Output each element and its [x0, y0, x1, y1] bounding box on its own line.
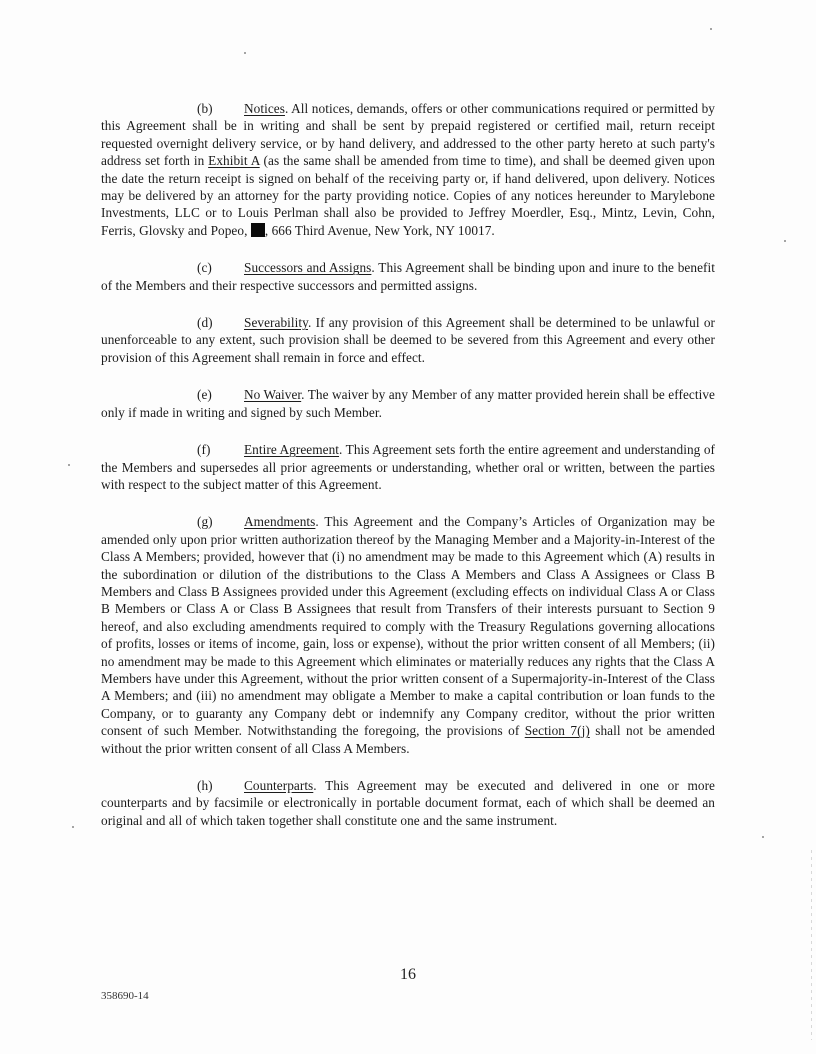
scan-speck	[762, 836, 764, 838]
document-body	[101, 100, 715, 849]
page-number: 16	[400, 966, 416, 983]
section-paragraph: (c) Successors and Assigns. This Agreement shall be binding upon and inure to the benefit of the Members and their respective successors and permitted assigns.	[101, 260, 715, 293]
cross-reference: Exhibit A	[208, 153, 260, 169]
section-heading: No Waiver	[244, 387, 302, 403]
body-text: All notices, demands, offers or other communications required or permitted by this Agreement shall be in writing and shall be sent by prepaid registered or certified mail, return receipt requested overnight delivery service, or by hand delivery, and addressed to the other party hereto at such party's address set forth in	[101, 101, 716, 169]
redaction-block	[251, 223, 265, 237]
section-paragraph: (f) Entire Agreement. This Agreement sets forth the entire agreement and understanding of the Members and supersedes all prior agreements or understanding, whether oral or written, between the parties with respect to the subject matter of this Agreement.	[101, 442, 716, 492]
cross-reference: Section 7(j)	[524, 723, 590, 739]
section-heading: Severability	[244, 315, 308, 331]
section-number: (e)	[197, 387, 212, 403]
body-text: (as the same shall be amended from time to time), and shall be deemed given upon the date the return receipt is signed on behalf of the receiving party or, if hand delivered, upon delivery. Notices may be delivered by an attorney for the party providing notice. Copies of any notices hereunder to Marylebone Investments, LLC or to Louis Perlman shall also be provided to Jeffrey Moerdler, Esq., Mintz, Levin, Cohn, Ferris, Glovsky and Popeo,	[101, 153, 715, 238]
scan-speck	[68, 464, 70, 466]
scan-edge-artifact	[811, 850, 812, 1040]
section-number: (g)	[197, 514, 213, 530]
scan-speck	[72, 826, 74, 828]
section-number: (f)	[197, 442, 211, 458]
section-paragraph: (g) Amendments. This Agreement and the Company’s Articles of Organization may be amended only upon prior written authorization thereof by the Managing Member and a Majority-in-Interest of the Class A Members; provided, however that (i) no amendment may be made to this Agreement which (A) results in the subordination or dilution of the distributions to the Class A Members and Class A Assignees or Class B Members and Class B Assignees provided under this Agreement (excluding effects on individual Class A or Class B Members or Class A or Class B Assignees that result from Transfers of their interests pursuant to Section 9 hereof, and also excluding amendments required to comply with the Treasury Regulations governing allocations of profits, losses or items of income, gain, loss or expense), without the prior written consent of all Members; (ii) no amendment may be made to this Agreement which eliminates or materially reduces any rights that the Class A Members have under this Agreement, without the prior written consent of a Supermajority-in-Interest of the Class A Members; and (iii) no amendment may obligate a Member to make a capital contribution or loan funds to the Company, or to guaranty any Company debt or indemnify any Company creditor, without the prior written consent of such Member. Notwithstanding the foregoing, the provisions of Section 7(j) shall not be amended without the prior written consent of all Class A Members.	[101, 514, 715, 756]
section-heading: Amendments	[244, 514, 316, 530]
section-heading: Counterparts	[244, 778, 314, 793]
section-number: (d)	[197, 315, 213, 331]
document-id: 358690-14	[101, 990, 149, 1002]
body-text: This Agreement sets forth the entire agreement and understanding of the Members and supersedes all prior agreements or understanding, whether oral or written, between the parties with respect to the subject matter of this Agreement.	[101, 442, 716, 492]
section-number: (b)	[197, 101, 213, 116]
body-text: This Agreement and the Company’s Articles of Organization may be amended only upon prior written authorization thereof by the Managing Member and a Majority-in-Interest of the Class A Members; provided, however that (i) no amendment may be made to this Agreement which (A) results in the subordination or dilution of the distributions to the Class A Members and Class A Assignees or Class B Members and Class B Assignees provided under this Agreement (excluding effects on individual Class A or Class B Members or Class A or Class B Assignees that result from Transfers of their interests pursuant to Section 9 hereof, and also excluding amendments required to comply with the Treasury Regulations governing allocations of profits, losses or items of income, gain, loss or expense), without the prior written consent of all Members; (ii) no amendment may be made to this Agreement which eliminates or materially reduces any rights that the Class A Members have under this Agreement, without the prior written consent of a Supermajority-in-Interest of the Class A Members; and (iii) no amendment may obligate a Member to make a capital contribution or loan funds to the Company, or to guaranty any Company debt or indemnify any Company creditor, without the prior written consent of such Member. Notwithstanding the foregoing, the provisions of	[101, 514, 715, 739]
body-text: shall not be amended without the prior written consent of all Class A Members.	[101, 723, 715, 756]
section-heading: Successors and Assigns	[244, 260, 372, 276]
body-text: , 666 Third Avenue, New York, NY 10017.	[264, 222, 495, 238]
body-text: This Agreement may be executed and delivered in one or more counterparts and by facsimile or electronically in portable document format, each of which shall be deemed an original and all of which taken together shall constitute one and the same instrument.	[101, 778, 715, 828]
body-text: If any provision of this Agreement shall be determined to be unlawful or unenforceable to any extent, such provision shall be deemed to be severed from this Agreement and every other provision of this Agreement shall remain in force and effect.	[101, 315, 715, 365]
scan-speck	[244, 52, 246, 54]
body-text: The waiver by any Member of any matter provided herein shall be effective only if made in writing and signed by such Member.	[101, 387, 715, 420]
section-number: (c)	[197, 260, 212, 276]
section-paragraph: (d) Severability. If any provision of this Agreement shall be determined to be unlawful or unenforceable to any extent, such provision shall be deemed to be severed from this Agreement and every other provision of this Agreement shall remain in force and effect.	[101, 315, 715, 365]
body-text: This Agreement shall be binding upon and inure to the benefit of the Members and their respective successors and permitted assigns.	[101, 260, 715, 293]
section-paragraph: (b) Notices. All notices, demands, offers or other communications required or permitted by this Agreement shall be in writing and shall be sent by prepaid registered or certified mail, return receipt requested overnight delivery service, or by hand delivery, and addressed to the other party hereto at such party's address set forth in Exhibit A (as the same shall be amended from time to time), and shall be deemed given upon the date the return receipt is signed on behalf of the receiving party or, if hand delivered, upon delivery. Notices may be delivered by an attorney for the party providing notice. Copies of any notices hereunder to Marylebone Investments, LLC or to Louis Perlman shall also be provided to Jeffrey Moerdler, Esq., Mintz, Levin, Cohn, Ferris, Glovsky and Popeo, , 666 Third Avenue, New York, NY 10017.	[101, 101, 716, 238]
section-paragraph: (e) No Waiver. The waiver by any Member of any matter provided herein shall be effective only if made in writing and signed by such Member.	[101, 387, 715, 420]
scan-speck	[784, 240, 786, 242]
section-heading: Notices	[244, 101, 285, 116]
section-paragraph: (h) Counterparts. This Agreement may be executed and delivered in one or more counterparts and by facsimile or electronically in portable document format, each of which shall be deemed an original and all of which taken together shall constitute one and the same instrument.	[101, 778, 715, 828]
scan-speck	[710, 28, 712, 30]
section-number: (h)	[197, 778, 213, 793]
section-heading: Entire Agreement	[244, 442, 340, 458]
